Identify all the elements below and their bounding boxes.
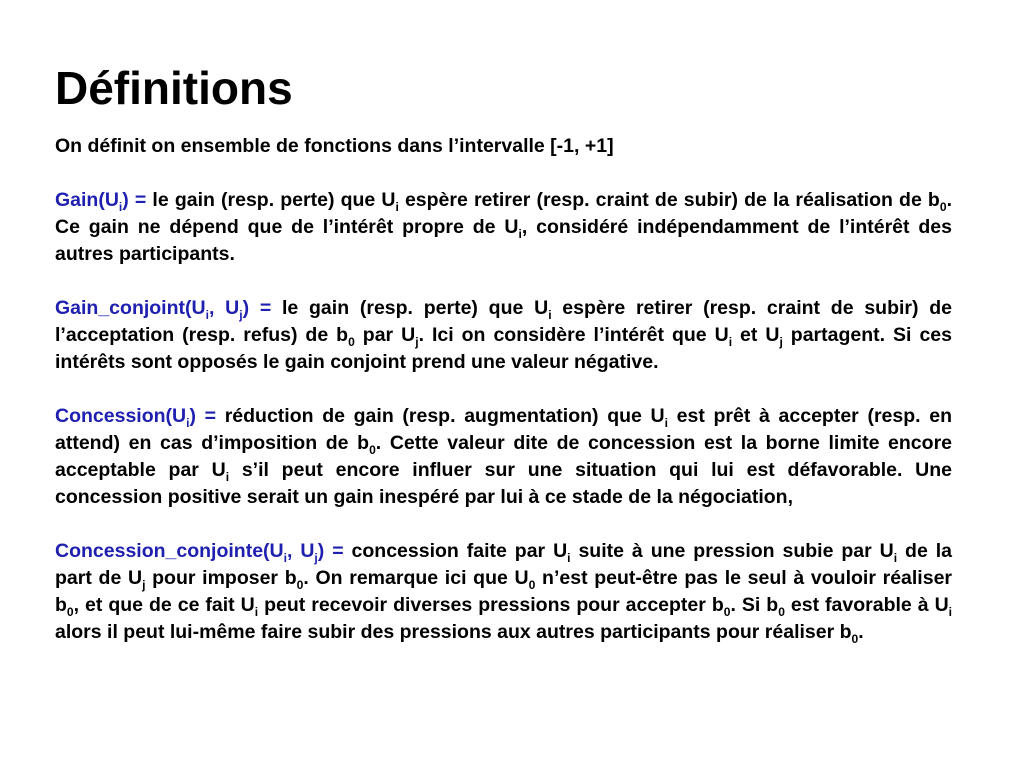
subscript: j [779, 334, 783, 349]
text-run: n’est peut-être pas le seul à vouloir réaliser b [55, 567, 953, 616]
text-run: espère retirer (resp. craint de subir) de la réalisation de b [398, 189, 940, 211]
text-run: est favorable à U [784, 594, 949, 616]
text-run: Gain(U [55, 189, 119, 211]
text-run: ) = [317, 540, 344, 562]
text-run: . Ici on considère l’intérêt que U [418, 324, 729, 346]
text-run: le gain (resp. perte) que U [271, 297, 549, 319]
subscript: j [142, 577, 146, 592]
definition-gain [55, 187, 952, 268]
text-run: ) = [122, 189, 147, 211]
subscript: 0 [778, 604, 785, 619]
paragraph-gap [55, 511, 952, 538]
text-run: pour imposer b [145, 567, 297, 589]
text-run: espère retirer (resp. craint de subir) de l’acceptation (resp. refus) de b [55, 297, 953, 346]
subscript: i [548, 307, 552, 322]
text-run: Concession(U [55, 405, 187, 427]
subscript: i [118, 199, 123, 214]
text-run: et U [732, 324, 780, 346]
text-run: s’il peut encore influer sur une situation qui lui est défavorable. Une concession positive serait un gain inespéré par lui à ce stade de la négociation, [55, 459, 952, 508]
text-run: est prêt à accepter (resp. en attend) en cas d’imposition de b [55, 405, 952, 454]
subscript: 0 [723, 604, 731, 619]
text-run: suite à une pression subie par U [570, 540, 894, 562]
definition-term [55, 189, 147, 214]
subscript: i [283, 550, 287, 565]
subscript: 0 [66, 604, 74, 619]
subscript: j [314, 550, 318, 565]
subscript: i [254, 604, 259, 619]
text-run: . Cette valeur dite de concession est la borne limite encore acceptable par U [55, 432, 952, 481]
subscript: 0 [296, 577, 304, 592]
text-run: , U [286, 540, 315, 562]
subscript: 0 [851, 631, 859, 646]
text-run: réduction de gain (resp. augmentation) que U [216, 405, 665, 427]
text-run: , U [208, 297, 240, 319]
slide-content [55, 133, 952, 646]
text-run: concession faite par U [343, 540, 568, 562]
text-run: le gain (resp. perte) que U [146, 189, 396, 211]
paragraph-gap [55, 268, 952, 295]
subscript: 0 [369, 442, 376, 457]
text-run: Concession_conjointe(U [55, 540, 284, 562]
text-run: ) = [189, 405, 217, 427]
paragraph-gap [55, 376, 952, 403]
text-run: Gain_conjoint(U [55, 297, 206, 319]
text-run: . On remarque ici que U [303, 567, 529, 589]
subscript: 0 [348, 334, 355, 349]
subscript: 0 [528, 577, 536, 592]
subscript: i [395, 199, 399, 214]
subscript: j [239, 307, 243, 322]
definition-term [55, 405, 217, 430]
text-run: . [858, 621, 864, 643]
intro-text: On définit on ensemble de fonctions dans l’intervalle [-1, +1] [55, 135, 614, 157]
subscript: i [728, 334, 733, 349]
subscript: i [205, 307, 209, 322]
subscript: i [664, 415, 668, 430]
definition-gain-conjoint [55, 295, 952, 376]
definition-term [55, 297, 272, 322]
subscript: 0 [939, 199, 947, 214]
subscript: i [186, 415, 190, 430]
text-run: peut recevoir diverses pressions pour accepter b [258, 594, 724, 616]
text-run: partagent. Si ces intérêts sont opposés le gain conjoint prend une valeur négative. [55, 324, 952, 373]
subscript: i [948, 604, 953, 619]
subscript: i [225, 469, 230, 484]
definition-concession [55, 403, 952, 511]
text-run: , considéré indépendamment de l’intérêt des autres participants. [55, 216, 952, 265]
slide-title: Définitions [55, 62, 293, 114]
subscript: i [518, 226, 522, 241]
definition-concession-conjointe [55, 538, 952, 646]
paragraph-gap [55, 160, 952, 187]
definition-term [55, 540, 344, 565]
text-run: , et que de ce fait U [73, 594, 255, 616]
subscript: i [893, 550, 898, 565]
text-run: . Si b [730, 594, 779, 616]
definition-body [55, 189, 952, 265]
text-run: de la part de U [55, 540, 952, 589]
text-run: ) = [242, 297, 272, 319]
text-run: . Ce gain ne dépend que de l’intérêt propre de U [55, 189, 952, 238]
text-run: par U [354, 324, 416, 346]
subscript: i [567, 550, 571, 565]
text-run: alors il peut lui-même faire subir des pressions aux autres participants pour réaliser b [55, 621, 852, 643]
subscript: j [415, 334, 419, 349]
